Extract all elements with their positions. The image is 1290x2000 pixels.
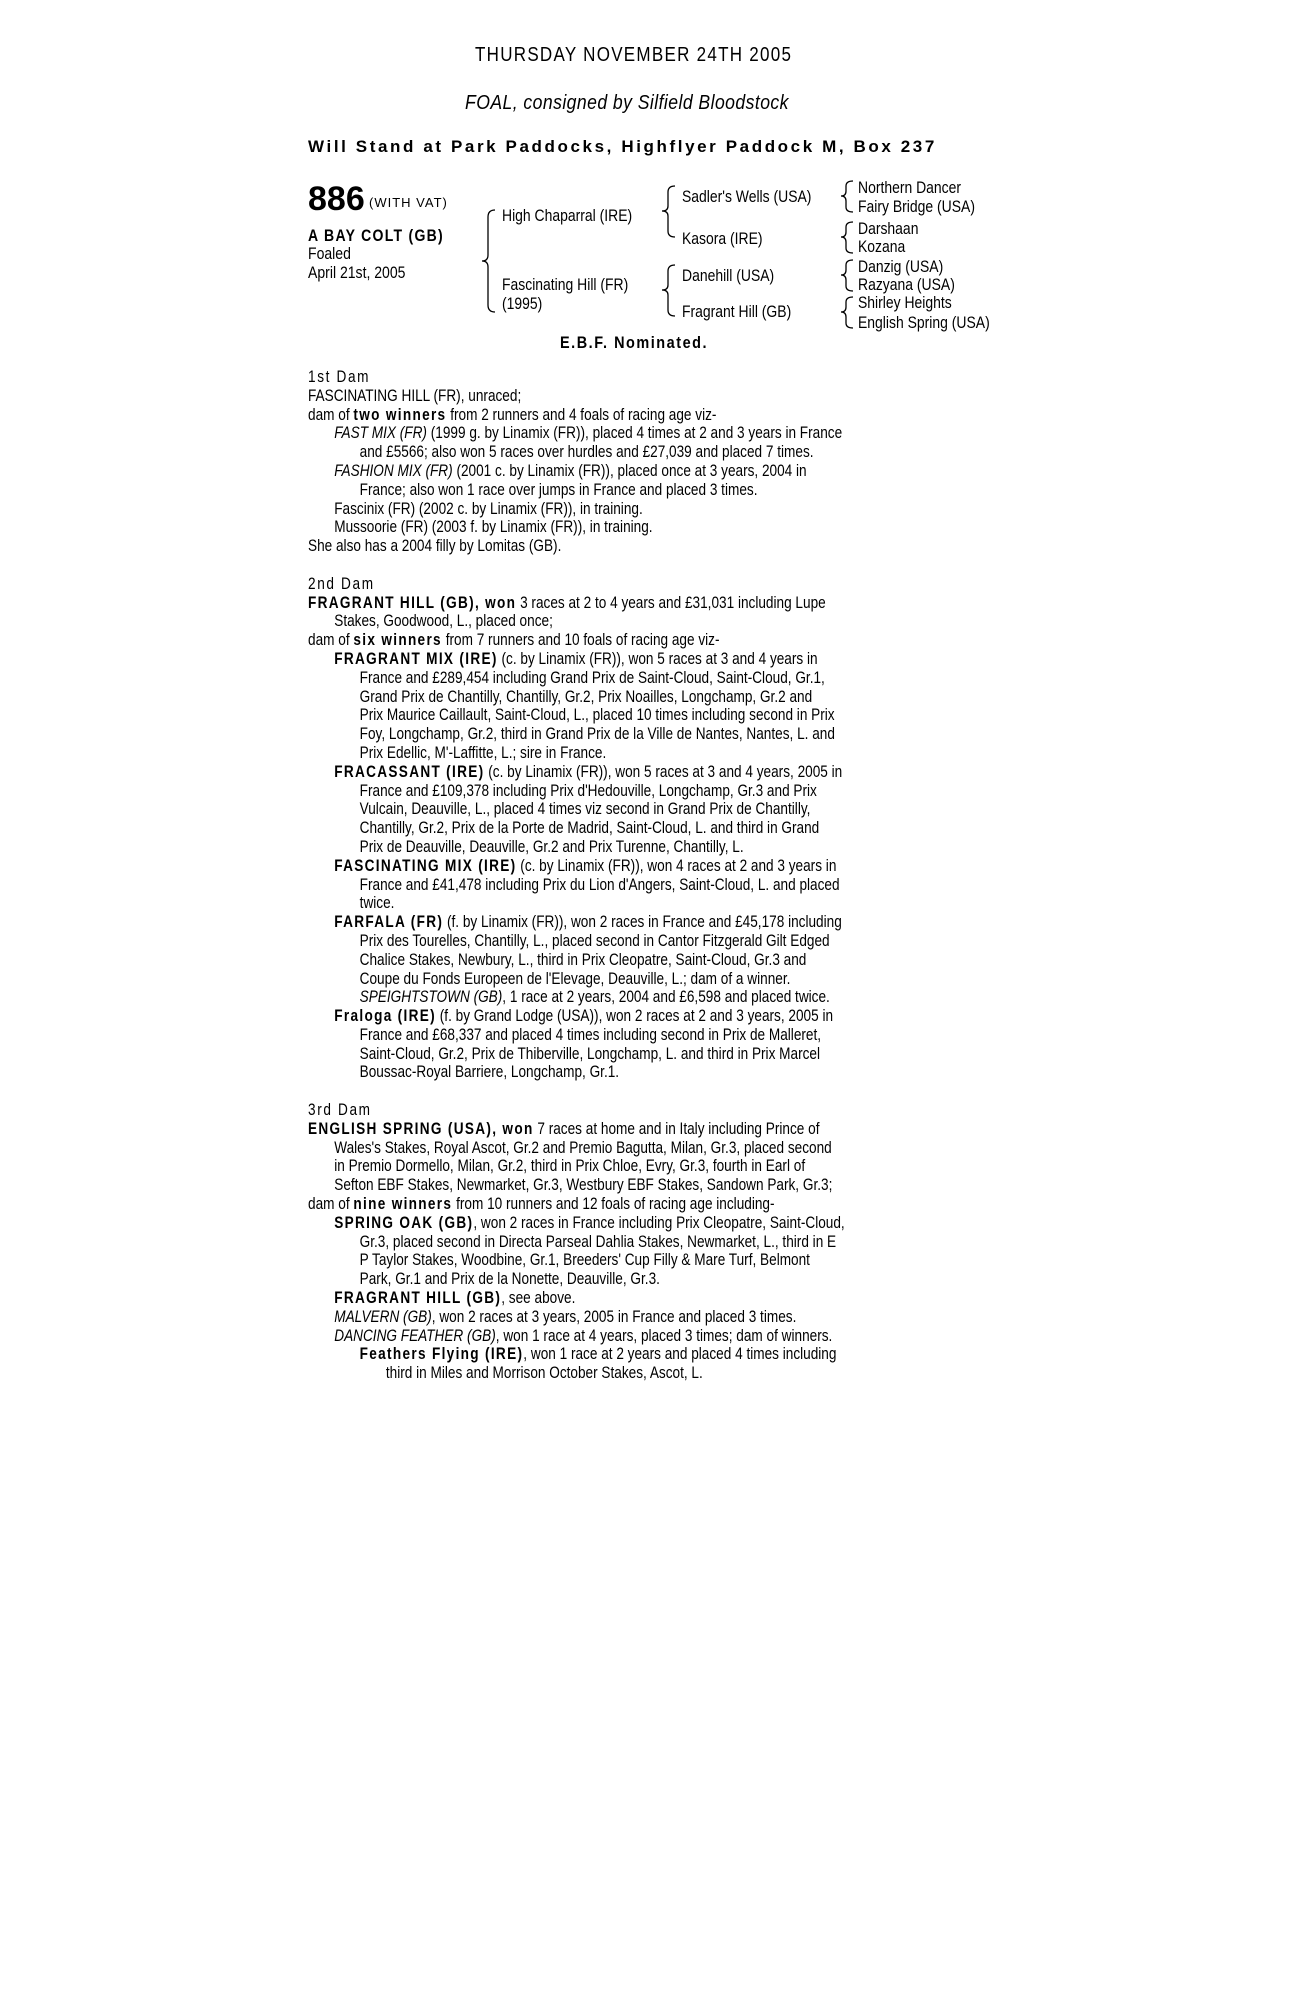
ebf-nominated: E.B.F. Nominated. xyxy=(560,333,709,352)
second-dam-produce: Prix des Tourelles, Chantilly, L., placed second in Cantor Fitzgerald Gilt Edged xyxy=(359,930,830,950)
sale-date: THURSDAY NOVEMBER 24TH 2005 xyxy=(475,44,793,66)
second-dam-line: Stakes, Goodwood, L., placed once; xyxy=(334,611,553,631)
pedigree-g3-2: Fairy Bridge (USA) xyxy=(858,197,975,216)
pedigree-brace-dam xyxy=(660,262,680,322)
second-dam-produce: France and £41,478 including Prix du Lion d'Angers, Saint-Cloud, L. and placed xyxy=(359,874,840,894)
second-dam-produce: FRACASSANT (IRE) (c. by Linamix (FR)), won 5 races at 3 and 4 years, 2005 in xyxy=(334,761,843,781)
second-dam-produce: Coupe du Fonds Europeen de l'Elevage, Deauville, L.; dam of a winner. xyxy=(359,968,791,988)
pedigree-brace-g2 xyxy=(838,219,858,259)
pedigree-sire-dam: Kasora (IRE) xyxy=(682,229,763,248)
second-dam-heading: 2nd Dam xyxy=(308,573,375,593)
foaled-date: April 21st, 2005 xyxy=(308,264,406,282)
third-dam-produce: Gr.3, placed second in Directa Parseal Dahlia Stakes, Newmarket, L., third in E xyxy=(359,1231,837,1251)
pedigree-brace-main xyxy=(480,205,500,315)
first-dam-produce: and £5566; also won 5 races over hurdles and £27,039 and placed 7 times. xyxy=(359,442,814,462)
first-dam-line: She also has a 2004 filly by Lomitas (GB). xyxy=(308,536,562,556)
second-dam-produce: Boussac-Royal Barriere, Longchamp, Gr.1. xyxy=(359,1062,620,1082)
third-dam-produce: DANCING FEATHER (GB), won 1 race at 4 years, placed 3 times; dam of winners. xyxy=(334,1325,833,1345)
pedigree-g3-3: Darshaan xyxy=(858,219,919,238)
pedigree-brace-sire xyxy=(660,183,680,243)
third-dam-grandproduce: third in Miles and Morrison October Stakes, Ascot, L. xyxy=(385,1363,703,1383)
third-dam-line: ENGLISH SPRING (USA), won 7 races at home and in Italy including Prince of xyxy=(308,1118,820,1138)
second-dam-produce: Foy, Longchamp, Gr.2, third in Grand Prix de la Ville de Nantes, Nantes, L. and xyxy=(359,724,835,744)
first-dam-produce: Fascinix (FR) (2002 c. by Linamix (FR)), in training. xyxy=(334,498,643,518)
third-dam-produce: Park, Gr.1 and Prix de la Nonette, Deauville, Gr.3. xyxy=(359,1269,660,1289)
lot-number: 886 xyxy=(308,180,365,218)
third-dam-heading: 3rd Dam xyxy=(308,1100,372,1120)
second-dam-produce: Prix Maurice Caillault, Saint-Cloud, L., placed 10 times including second in Prix xyxy=(359,705,835,725)
first-dam-line: FASCINATING HILL (FR), unraced; xyxy=(308,385,522,405)
second-dam-produce: Grand Prix de Chantilly, Chantilly, Gr.2, Prix Noailles, Longchamp, Gr.2 and xyxy=(359,686,813,706)
pedigree-g3-7: Shirley Heights xyxy=(858,293,952,312)
first-dam-produce: France; also won 1 race over jumps in France and placed 3 times. xyxy=(359,479,758,499)
pedigree-dam-dam: Fragrant Hill (GB) xyxy=(682,302,792,321)
first-dam-produce: FASHION MIX (FR) (2001 c. by Linamix (FR)), placed once at 3 years, 2004 in xyxy=(334,460,807,480)
pedigree-g3-5: Danzig (USA) xyxy=(858,257,944,276)
pedigree-g3-4: Kozana xyxy=(858,237,906,256)
third-dam-produce: FRAGRANT HILL (GB), see above. xyxy=(334,1288,576,1308)
first-dam-heading: 1st Dam xyxy=(308,367,371,386)
second-dam-produce: France and £289,454 including Grand Prix de Saint-Cloud, Saint-Cloud, Gr.1, xyxy=(359,667,825,687)
second-dam-produce: Vulcain, Deauville, L., placed 4 times viz second in Grand Prix de Chantilly, xyxy=(359,799,811,819)
second-dam-produce: Saint-Cloud, Gr.2, Prix de Thiberville, Longchamp, L. and third in Prix Marcel xyxy=(359,1043,821,1063)
second-dam-produce: FARFALA (FR) (f. by Linamix (FR)), won 2 races in France and £45,178 including xyxy=(334,912,842,932)
second-dam-produce: twice. xyxy=(359,893,395,913)
second-dam-produce: Prix de Deauville, Deauville, Gr.2 and Prix Turenne, Chantilly, L. xyxy=(359,836,744,856)
pedigree-dam-sire: Danehill (USA) xyxy=(682,266,775,285)
second-dam-line: FRAGRANT HILL (GB), won 3 races at 2 to 4 years and £31,031 including Lupe xyxy=(308,592,826,612)
third-dam-line: in Premio Dormello, Milan, Gr.2, third in Prix Chloe, Evry, Gr.3, fourth in Earl of xyxy=(334,1156,806,1176)
first-dam-line: dam of two winners from 2 runners and 4 foals of racing age viz- xyxy=(308,404,717,424)
pedigree-sire: High Chaparral (IRE) xyxy=(502,206,633,225)
vat-note: (WITH VAT) xyxy=(369,195,448,210)
second-dam-produce: Chalice Stakes, Newbury, L., third in Prix Cleopatre, Saint-Cloud, Gr.3 and xyxy=(359,949,807,969)
third-dam-line: dam of nine winners from 10 runners and 12 foals of racing age including- xyxy=(308,1194,775,1214)
second-dam-produce: France and £109,378 including Prix d'Hedouville, Longchamp, Gr.3 and Prix xyxy=(359,780,817,800)
pedigree-g3-1: Northern Dancer xyxy=(858,178,962,197)
pedigree-notes xyxy=(308,368,1144,1383)
foaled-label: Foaled xyxy=(308,245,351,263)
first-dam-produce: Mussoorie (FR) (2003 f. by Linamix (FR)), in training. xyxy=(334,517,653,537)
second-dam-produce: SPEIGHTSTOWN (GB), 1 race at 2 years, 2004 and £6,598 and placed twice. xyxy=(359,987,830,1007)
third-dam-produce: MALVERN (GB), won 2 races at 3 years, 2005 in France and placed 3 times. xyxy=(334,1306,797,1326)
pedigree-brace-g3 xyxy=(838,257,858,297)
second-dam-line: dam of six winners from 7 runners and 10 foals of racing age viz- xyxy=(308,630,720,650)
first-dam-produce: FAST MIX (FR) (1999 g. by Linamix (FR)), placed 4 times at 2 and 3 years in France xyxy=(334,423,843,443)
second-dam-produce: Chantilly, Gr.2, Prix de la Porte de Madrid, Saint-Cloud, L. and third in Grand xyxy=(359,818,820,838)
second-dam-produce: France and £68,337 and placed 4 times including second in Prix de Malleret, xyxy=(359,1024,822,1044)
pedigree-g3-6: Razyana (USA) xyxy=(858,275,955,294)
pedigree-dam: Fascinating Hill (FR) xyxy=(502,275,629,294)
third-dam-line: Wales's Stakes, Royal Ascot, Gr.2 and Premio Bagutta, Milan, Gr.3, placed second xyxy=(334,1137,832,1157)
pedigree-brace-g1 xyxy=(838,178,858,218)
pedigree-dam-year: (1995) xyxy=(502,294,543,313)
third-dam-produce: SPRING OAK (GB), won 2 races in France including Prix Cleopatre, Saint-Cloud, xyxy=(334,1212,845,1232)
second-dam-produce: Prix Edellic, M'-Laffitte, L.; sire in France. xyxy=(359,742,607,762)
third-dam-line: Sefton EBF Stakes, Newmarket, Gr.3, Westbury EBF Stakes, Sandown Park, Gr.3; xyxy=(334,1175,833,1195)
consignor-line: FOAL, consigned by Silfield Bloodstock xyxy=(465,92,789,114)
second-dam-produce: FASCINATING MIX (IRE) (c. by Linamix (FR)), won 4 races at 2 and 3 years in xyxy=(334,855,837,875)
second-dam-produce: Fraloga (IRE) (f. by Grand Lodge (USA)), won 2 races at 2 and 3 years, 2005 in xyxy=(334,1006,834,1026)
second-dam-produce: FRAGRANT MIX (IRE) (c. by Linamix (FR)), won 5 races at 3 and 4 years in xyxy=(334,648,818,668)
stabling-location: Will Stand at Park Paddocks, Highflyer Paddock M, Box 237 xyxy=(308,137,937,156)
third-dam-produce: P Taylor Stakes, Woodbine, Gr.1, Breeders' Cup Filly & Mare Turf, Belmont xyxy=(359,1250,810,1270)
pedigree-brace-g4 xyxy=(838,294,858,334)
third-dam-grandproduce: Feathers Flying (IRE), won 1 race at 2 years and placed 4 times including xyxy=(359,1344,837,1364)
lot-description: A BAY COLT (GB) xyxy=(308,227,445,245)
pedigree-sire-sire: Sadler's Wells (USA) xyxy=(682,187,812,206)
pedigree-g3-8: English Spring (USA) xyxy=(858,313,990,332)
